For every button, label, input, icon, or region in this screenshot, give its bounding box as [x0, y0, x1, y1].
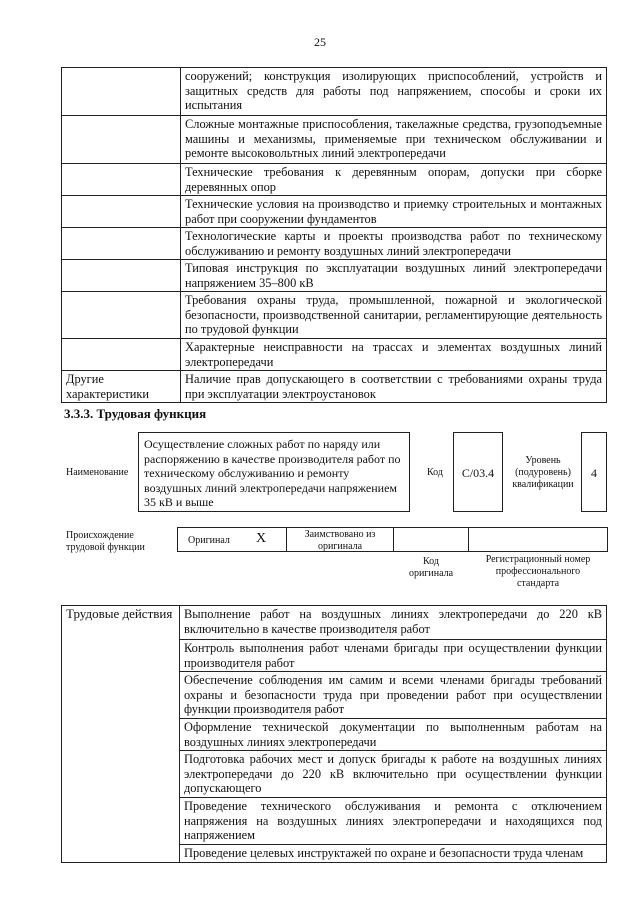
code-value: C/03.4: [461, 466, 495, 480]
table-row: [62, 116, 607, 164]
knowledge-table: [61, 67, 607, 403]
row-text: Сложные монтажные приспособления, такелажные средства, грузоподъемные машины и механизмы, применяемые при техническом обслуживании и ремонте высоковольтных линий электропередачи: [181, 116, 607, 164]
row-label: [62, 164, 181, 196]
code-original-caption: Код оригинала: [408, 556, 454, 579]
action-text: Обеспечение соблюдения им самим и всеми членами бригады требований охраны и безопасности труда при проведении работ при осуществлении функции производителя работ: [180, 672, 607, 719]
action-text: Выполнение работ на воздушных линиях электропередачи до 220 кВ включительно в качестве производителя работ: [180, 606, 607, 640]
table-row: [62, 339, 607, 371]
row-label: [62, 196, 181, 228]
code-box: [453, 432, 503, 512]
table-row: [62, 196, 607, 228]
borrowed-label: Заимствовано из оригинала: [304, 529, 376, 552]
row-label: [62, 116, 181, 164]
action-text: Подготовка рабочих мест и допуск бригады к работе на воздушных линиях электропередачи до 220 кВ включительно при осуществлении функции допускающего: [180, 751, 607, 798]
borrowed-box: [286, 527, 394, 552]
row-label: [62, 260, 181, 292]
row-text: Технические требования к деревянным опорам, допуски при сборке деревянных опор: [181, 164, 607, 196]
action-text: Проведение технического обслуживания и ремонта с отключением напряжения на воздушных линиях электропередачи и находящихся под напряжением: [180, 798, 607, 845]
table-row: [62, 228, 607, 260]
function-name-box: [138, 432, 410, 512]
code-original-box: [393, 527, 469, 552]
row-text: Технические условия на производство и приемку строительных и монтажных работ при сооружении фундаментов: [181, 196, 607, 228]
level-box: [581, 432, 607, 512]
level-label: Уровень (подуровень) квалификации: [512, 455, 574, 490]
row-text: Характерные неисправности на трассах и элементах воздушных линий электропередачи: [181, 339, 607, 371]
row-text: Наличие прав допускающего в соответствии с требованиями охраны труда при эксплуатации электроустановок: [181, 371, 607, 403]
actions-table: [61, 605, 607, 863]
actions-label: Трудовые действия: [62, 606, 180, 863]
row-text: Требования охраны труда, промышленной, пожарной и экологической безопасности, производственной санитарии, регламентирующие деятельность по трудовой функции: [181, 292, 607, 339]
row-text: сооружений; конструкция изолирующих приспособлений, устройств и защитных средств для работы под напряжением, способы и сроки их испытания: [181, 68, 607, 116]
row-text: Технологические карты и проекты производства работ по техническому обслуживанию и ремонту воздушных линий электропередачи: [181, 228, 607, 260]
action-text: Проведение целевых инструктажей по охране и безопасности труда членам: [180, 845, 607, 863]
table-row: [62, 371, 607, 403]
code-label: Код: [427, 467, 443, 478]
origin-label: Происхождение трудовой функции: [66, 530, 145, 553]
section-heading: 3.3.3. Трудовая функция: [64, 406, 207, 421]
row-label: [62, 292, 181, 339]
row-label: [62, 68, 181, 116]
name-label: Наименование: [66, 467, 129, 478]
reg-number-caption: Регистрационный номер профессионального стандарта: [485, 554, 591, 589]
table-row: [62, 292, 607, 339]
other-characteristics-label: Другие характеристики: [62, 371, 181, 403]
table-row: [62, 260, 607, 292]
page-number: 25: [314, 35, 326, 49]
table-row: [62, 164, 607, 196]
reg-number-box: [468, 527, 608, 552]
row-label: [62, 228, 181, 260]
action-text: Оформление технической документации по выполненным работам на воздушных линиях электропередачи: [180, 719, 607, 751]
action-text: Контроль выполнения работ членами бригады при осуществлении функции производителя работ: [180, 640, 607, 672]
original-label: Оригинал: [188, 535, 230, 546]
row-label: [62, 339, 181, 371]
table-row: [62, 68, 607, 116]
table-row: [62, 606, 607, 640]
original-mark: X: [256, 531, 267, 546]
level-value: 4: [591, 466, 597, 480]
function-name: Осуществление сложных работ по наряду или распоряжению в качестве производителя работ по техническому обслуживанию и ремонту воздушных линий электропередачи напряжением 35 кВ и выше: [144, 437, 401, 509]
row-text: Типовая инструкция по эксплуатации воздушных линий электропередачи напряжением 35–800 кВ: [181, 260, 607, 292]
